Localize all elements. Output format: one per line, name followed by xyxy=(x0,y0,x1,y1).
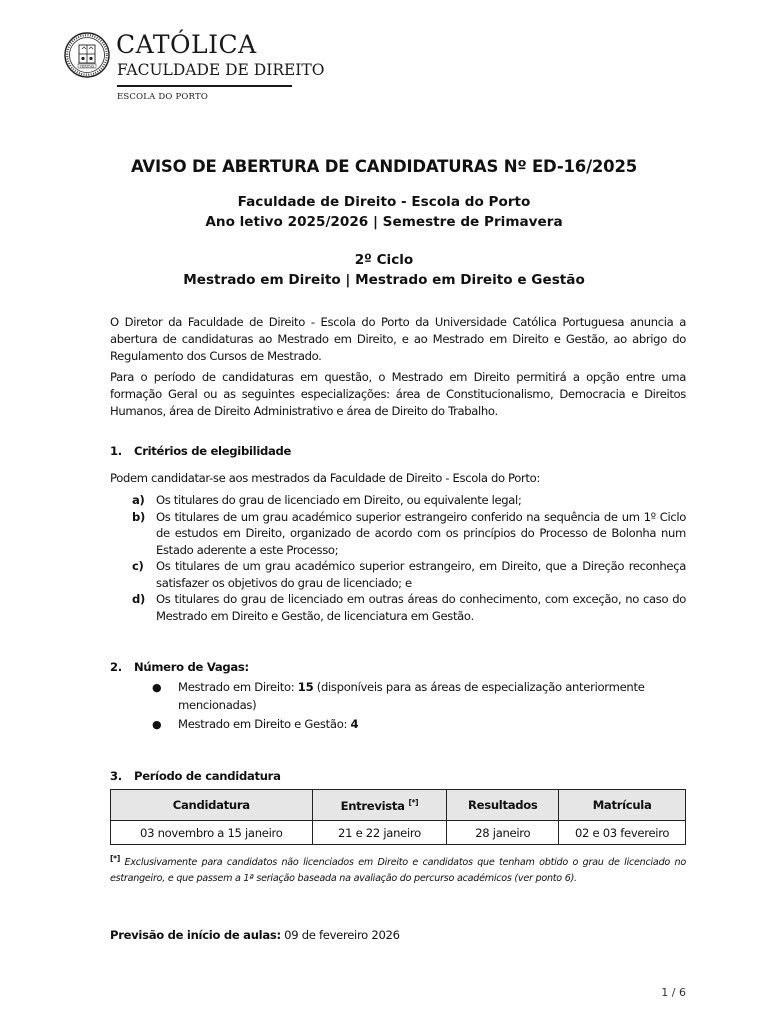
footnote-text: Exclusivamente para candidatos não licenciados em Direito e candidatos que tenham obtido o grau de licenciado no estrangeiro, e que passem a 1ª seriação baseada na avaliação do percurso académicos (ver ponto 6). xyxy=(110,857,686,885)
program-name: Mestrado em Direito e Gestão: xyxy=(178,717,351,731)
section-heading-vacancies xyxy=(110,660,249,674)
column-header-entrevista xyxy=(312,790,447,821)
academic-year-subtitle: Ano letivo 2025/2026 | Semestre de Primavera xyxy=(205,214,563,230)
section-number: 3. xyxy=(110,769,122,783)
list-item xyxy=(110,591,686,624)
list-item xyxy=(152,716,686,734)
logo-wordmark: CATÓLICA xyxy=(116,30,257,59)
eligibility-lead: Podem candidatar-se aos mestrados da Faculdade de Direito - Escola do Porto: xyxy=(110,471,540,485)
table-cell: 21 e 22 janeiro xyxy=(312,821,447,845)
list-item-letter: b) xyxy=(132,509,145,524)
section-title: Critérios de elegibilidade xyxy=(134,444,292,458)
logo-school: ESCOLA DO PORTO xyxy=(117,92,209,102)
list-item xyxy=(110,492,686,509)
footnote-marker: [*] xyxy=(408,797,419,807)
intro-paragraph-2: Para o período de candidaturas em questão, o Mestrado em Direito permitirá a opção entre uma formação Geral ou as seguintes especializações: área de Constitucionalismo, Democracia e Direitos Humanos, área de Direito Administrativo e área de Direito do Trabalho. xyxy=(110,370,686,418)
column-header-label: Entrevista xyxy=(340,798,405,813)
section-heading-eligibility xyxy=(110,444,291,458)
footnote-marker: [*] xyxy=(110,854,121,863)
table-row xyxy=(111,821,686,845)
vacancy-count: 4 xyxy=(350,717,359,731)
program-note: (disponíveis para as áreas de especialização anteriormente mencionadas) xyxy=(178,680,645,712)
list-item xyxy=(110,558,686,591)
column-header-matricula: Matrícula xyxy=(559,790,686,821)
table-cell: 02 e 03 fevereiro xyxy=(559,821,686,845)
seal-text: VERITAS xyxy=(79,64,95,69)
list-item xyxy=(152,679,686,714)
logo-faculty: FACULDADE DE DIREITO xyxy=(117,61,325,79)
bullet-icon: ● xyxy=(152,718,162,731)
classes-start xyxy=(110,928,400,942)
university-seal-icon xyxy=(64,32,110,78)
column-header-candidatura: Candidatura xyxy=(111,790,313,821)
vacancy-count: 15 xyxy=(297,680,314,694)
section-number: 1. xyxy=(110,444,122,458)
page-number: 1 / 6 xyxy=(661,986,686,999)
list-item-text: Os titulares de um grau académico superior estrangeiro conferido na sequência de um 1º Ciclo de estudos em Direito, organizado de acordo com os princípios do Processo de Bolonha num Estado aderente a este Processo; xyxy=(156,509,686,557)
table-footnote xyxy=(110,851,686,887)
programs-subtitle: Mestrado em Direito | Mestrado em Direito e Gestão xyxy=(183,272,585,288)
classes-start-label: Previsão de início de aulas: xyxy=(110,928,281,942)
column-header-resultados: Resultados xyxy=(447,790,559,821)
logo-divider xyxy=(117,85,292,87)
eligibility-list xyxy=(110,492,686,624)
section-title: Período de candidatura xyxy=(134,769,281,783)
table-header-row xyxy=(111,790,686,821)
catolica-logo xyxy=(62,28,325,104)
bullet-icon: ● xyxy=(152,681,162,694)
list-item-text: Os titulares do grau de licenciado em outras áreas do conhecimento, com exceção, no caso do Mestrado em Direito e Gestão, de licenciatura em Gestão. xyxy=(156,592,686,623)
classes-start-date: 09 de fevereiro 2026 xyxy=(280,928,400,942)
list-item-letter: a) xyxy=(132,493,145,507)
section-number: 2. xyxy=(110,660,122,674)
faculty-subtitle: Faculdade de Direito - Escola do Porto xyxy=(237,194,531,210)
application-period-table xyxy=(110,789,686,845)
list-item-text: Os titulares de um grau académico superior estrangeiro, em Direito, que a Direção reconheça satisfazer os objetivos do grau de licenciado; e xyxy=(156,559,686,590)
table-cell: 28 janeiro xyxy=(447,821,559,845)
list-item-letter: c) xyxy=(132,559,144,573)
section-title: Número de Vagas: xyxy=(134,660,249,674)
cycle-subtitle: 2º Ciclo xyxy=(354,252,414,268)
program-name: Mestrado em Direito: xyxy=(178,680,298,694)
list-item-text: Os titulares do grau de licenciado em Direito, ou equivalente legal; xyxy=(156,493,522,507)
vacancies-list xyxy=(152,679,686,736)
list-item-letter: d) xyxy=(132,592,145,606)
document-title: AVISO DE ABERTURA DE CANDIDATURAS Nº ED-16/2025 xyxy=(130,157,638,176)
table-cell: 03 novembro a 15 janeiro xyxy=(111,821,313,845)
section-heading-application-period xyxy=(110,769,281,783)
intro-paragraph-1: O Diretor da Faculdade de Direito - Escola do Porto da Universidade Católica Portuguesa anuncia a abertura de candidaturas ao Mestrado em Direito, e ao Mestrado em Direito e Gestão, ao abrigo do Regulamento dos Cursos de Mestrado. xyxy=(110,315,686,363)
list-item xyxy=(110,509,686,559)
